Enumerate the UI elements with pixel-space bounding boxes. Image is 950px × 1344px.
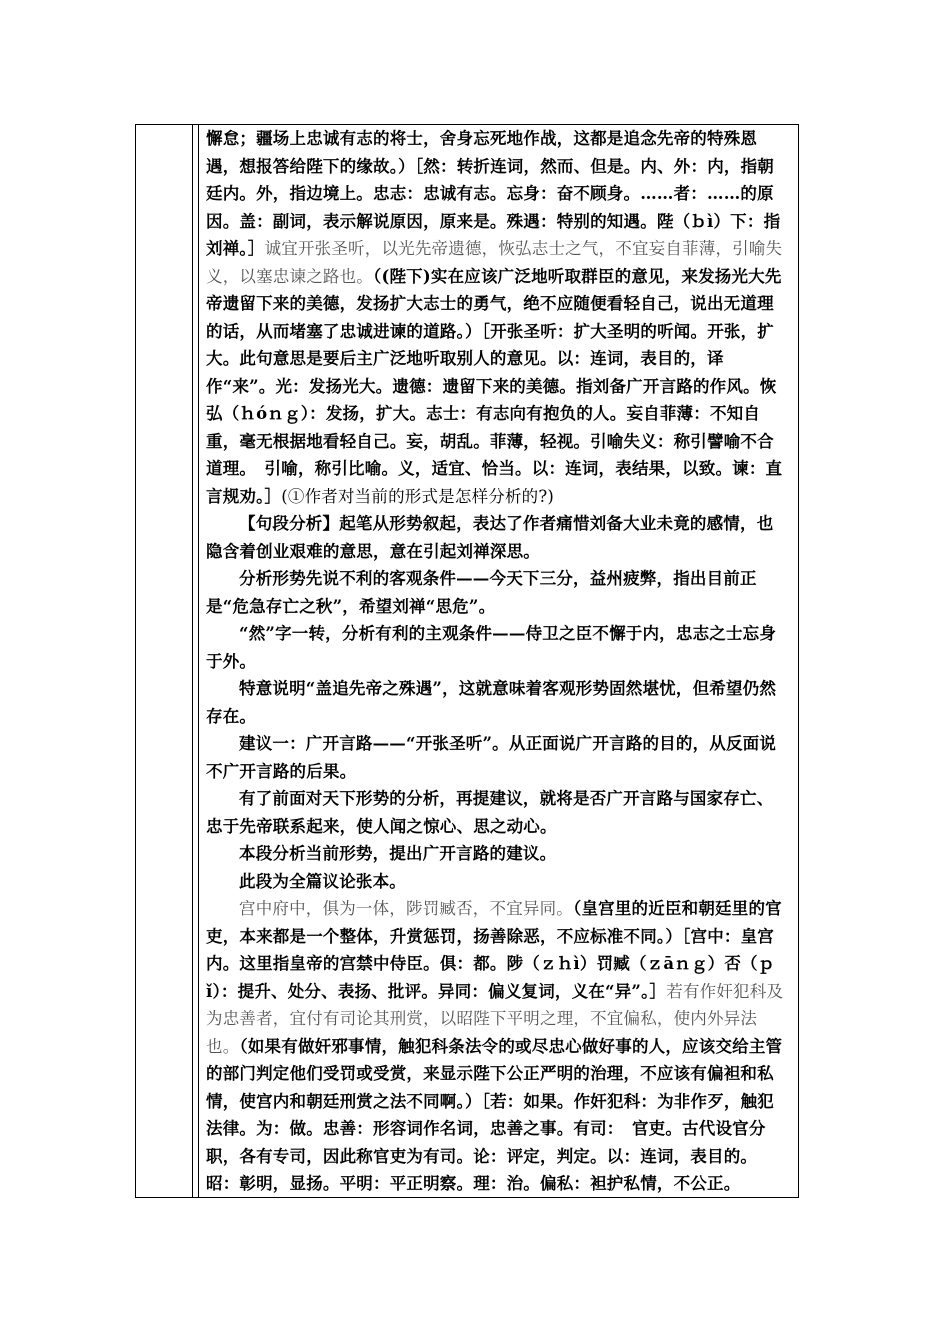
text-segment: 若有作奸犯科及为忠善者，宜付有司论其刑赏，以昭陛下平明之理，不宜偏私，使内外异法也。 (206, 981, 784, 1056)
text-segment: （皇宫里的近臣和朝廷里的官吏，本来都是一个整体，升赏惩罚，扬善除恶，不应标准不同。）［宫中：皇宫内。这里指皇帝的宫禁中侍臣。俱：都。陟（ｚｈì）罚臧（ｚāｎｇ）否（ｐǐ）：提升、处分、表扬、批评。异同：偏义复词，义在“异”。］ (206, 899, 782, 1001)
text-paragraph (206, 730, 786, 785)
table-left-column (136, 125, 193, 1197)
text-segment: 建议一：广开言路——“开张圣听”。从正面说广开言路的目的，从反面说不广开言路的后果。 (206, 734, 777, 781)
text-segment: 本段分析当前形势，提出广开言路的建议。 (239, 844, 557, 863)
text-paragraph (206, 565, 786, 620)
text-paragraph (206, 675, 786, 730)
text-segment: （如果有做奸邪事情，触犯科条法令的或尽忠心做好事的人，应该交给主管的部门判定他们受罚或受赏，来显示陛下公正严明的治理，不应该有偏袒和私情，使宫内和朝廷刑赏之法不同啊。）［若：如果。作奸犯科：为非作歹，触犯法律。为：做。忠善：形容词作名词，忠善之事。有司： 官吏。古代设官分职，各有专司，因此称官吏为有司。论：评定，判定。以：连词，表目的。昭：彰明，显扬。平明：平正明察。理：治。偏私：袒护私情，不公正。 (206, 1036, 783, 1193)
text-paragraph (206, 895, 786, 1198)
text-segment: 【句段分析】起笔从形势叙起，表达了作者痛惜刘备大业未竟的感情，也隐含着创业艰难的意思，意在引起刘禅深思。 (206, 514, 774, 561)
text-paragraph (206, 785, 786, 840)
text-segment: 诚宜开张圣听，以光先帝遗德，恢弘志士之气，不宜妄自菲薄，引喻失义，以塞忠谏之路也。 (206, 239, 783, 286)
text-segment: 宫中府中，俱为一体，陟罚臧否，不宜异同。 (239, 899, 573, 918)
table-narrow-column (193, 125, 199, 1197)
text-segment: 此段为全篇议论张本。 (239, 871, 406, 891)
text-segment: 分析形势先说不利的客观条件——今天下三分，益州疲弊，指出目前正是“危急存亡之秋”，希望刘禅“思危”。 (206, 569, 757, 616)
text-segment: “然”字一转，分析有利的主观条件——侍卫之臣不懈于内，忠志之士忘身于外。 (206, 624, 777, 671)
text-segment: 懈怠；疆场上忠诚有志的将士，舍身忘死地作战，这都是追念先帝的特殊恩遇，想报答给陛下的缘故。）［然：转折连词，然而、但是。内、外：内，指朝廷内。外，指边境上。忠志：忠诚有志。忘身：奋不顾身。……者：……的原因。盖：副词，表示解说原因，原来是。殊遇：特别的知遇。陛（ｂì）下：指刘禅。］ (206, 129, 781, 258)
text-paragraph (206, 620, 786, 675)
lesson-table (135, 124, 799, 1198)
text-paragraph (206, 125, 786, 510)
text-segment: （(陛下)实在应该广泛地听取群臣的意见，来发扬光大先帝遗留下来的美德，发扬扩大志士的勇气，绝不应随便看轻自己，说出无道理的话，从而堵塞了忠诚进谏的道路。）［开张圣听：扩大圣明的听闻。开张，扩大。此句意思是要后主广泛地听取别人的意见。以：连词，表目的，译作“来”。光：发扬光大。遗德：遗留下来的美德。指刘备广开言路的作风。恢弘（ｈóｎｇ）：发扬，扩大。志士：有志向有抱负的人。妄自菲薄：不知自重，毫无根据地看轻自己。妄，胡乱。菲薄，轻视。引喻失义：称引譬喻不合道理。 引喻，称引比喻。义，适宜、恰当。以：连词，表结果，以致。谏：直言规劝。］ (206, 266, 783, 506)
text-segment: (①作者对当前的形式是怎样分析的?) (281, 486, 555, 506)
text-segment: 特意说明“盖追先帝之殊遇”，这就意味着客观形势固然堪忧，但希望仍然存在。 (206, 679, 777, 726)
text-paragraph (206, 510, 786, 565)
text-paragraph (206, 868, 786, 896)
text-segment: 有了前面对天下形势的分析，再提建议，就将是否广开言路与国家存亡、忠于先帝联系起来，使人闻之惊心、思之动心。 (206, 789, 774, 836)
annotation-text-cell (206, 125, 786, 1198)
text-paragraph (206, 840, 786, 868)
